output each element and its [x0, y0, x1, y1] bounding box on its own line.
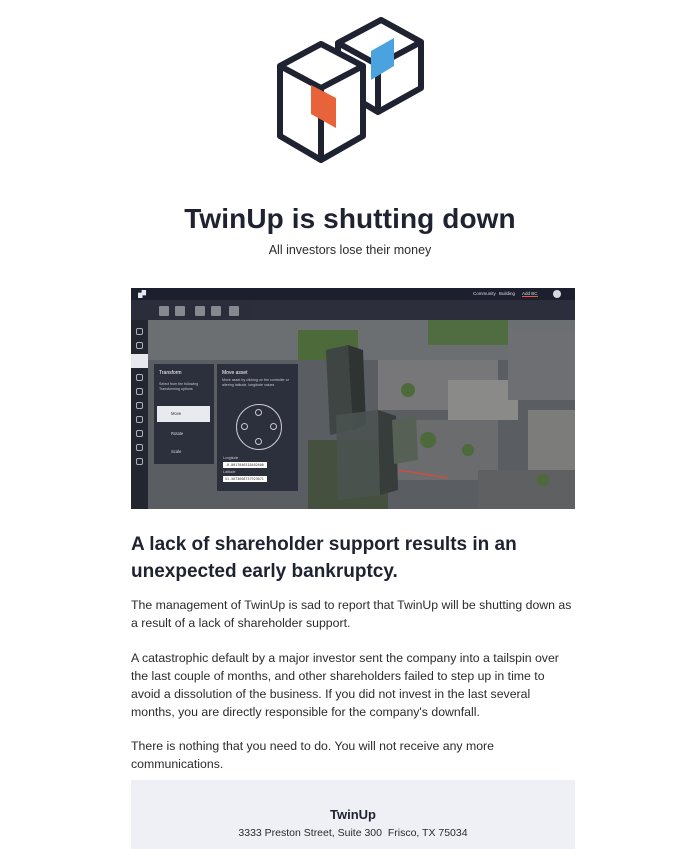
tool-icon[interactable] [229, 306, 239, 316]
arrow-right-icon[interactable] [270, 423, 277, 430]
nav-add-bc[interactable]: Add BC [522, 291, 538, 296]
move-asset-panel [217, 364, 298, 491]
app-top-bar [131, 288, 575, 300]
latitude-label: Latitude [223, 470, 236, 474]
move-controller[interactable] [236, 404, 282, 450]
latitude-input[interactable]: 51.5073608757923071 [223, 476, 267, 482]
footer-company: TwinUp [330, 807, 376, 822]
tool-icon[interactable] [136, 402, 143, 409]
avatar[interactable] [553, 290, 561, 298]
article-paragraph: There is nothing that you need to do. You will not receive any more communications. [131, 739, 494, 771]
footer-address: 3333 Preston Street, Suite 300 Frisco, TX 75034 [238, 827, 468, 839]
article-heading: A lack of shareholder support results in an unexpected early bankruptcy. [131, 534, 517, 582]
tool-icon[interactable] [159, 306, 169, 316]
transform-panel [154, 364, 214, 464]
nav-community[interactable]: Community [473, 291, 496, 296]
tool-icon[interactable] [136, 388, 143, 395]
hero-screenshot [131, 288, 575, 509]
tool-icon[interactable] [136, 458, 143, 465]
transform-icon[interactable] [131, 354, 148, 368]
arrow-down-icon[interactable] [255, 438, 262, 445]
page-subtitle: All investors lose their money [268, 243, 432, 257]
transform-option-scale[interactable]: Scale [171, 449, 182, 454]
transform-option-rotate[interactable]: Rotate [171, 431, 184, 436]
arrow-up-icon[interactable] [255, 409, 262, 416]
tool-icon[interactable] [136, 444, 143, 451]
twinup-logo [276, 8, 426, 166]
transform-option-move[interactable]: Move [157, 406, 210, 422]
tool-icon[interactable] [175, 306, 185, 316]
tool-icon[interactable] [136, 430, 143, 437]
move-asset-text: Move asset by clicking on the controller or altering latitude, longitude values [222, 378, 289, 387]
layers-icon[interactable] [136, 342, 143, 349]
app-toolbar [131, 300, 575, 320]
article-paragraph: A catastrophic default by a major investor sent the company into a tailspin over the last couple of months, and other shareholders failed to step up in time to avoid a dissolution of the business. If you did not invest in the last several months, you are directly responsible for the company's downfall. [131, 651, 559, 719]
app-sidebar [131, 320, 148, 509]
longitude-input[interactable]: -0.0017046318402600 [223, 462, 267, 468]
tool-icon[interactable] [136, 374, 143, 381]
search-icon[interactable] [136, 328, 143, 335]
tool-icon[interactable] [136, 416, 143, 423]
arrow-left-icon[interactable] [241, 423, 248, 430]
transform-title: Transform [159, 370, 182, 376]
mini-logo-icon [138, 290, 147, 298]
page-title: TwinUp is shutting down [184, 203, 516, 234]
tool-icon[interactable] [211, 306, 221, 316]
nav-building[interactable]: Building [499, 291, 516, 296]
tool-icon[interactable] [195, 306, 205, 316]
longitude-label: Longitude [223, 456, 239, 460]
transform-text: Select from the following Transforming options [159, 382, 199, 391]
footer [131, 780, 575, 849]
article-paragraph: The management of TwinUp is sad to report that TwinUp will be shutting down as a result of a lack of shareholder support. [131, 598, 572, 630]
move-asset-title: Move asset [222, 370, 248, 376]
